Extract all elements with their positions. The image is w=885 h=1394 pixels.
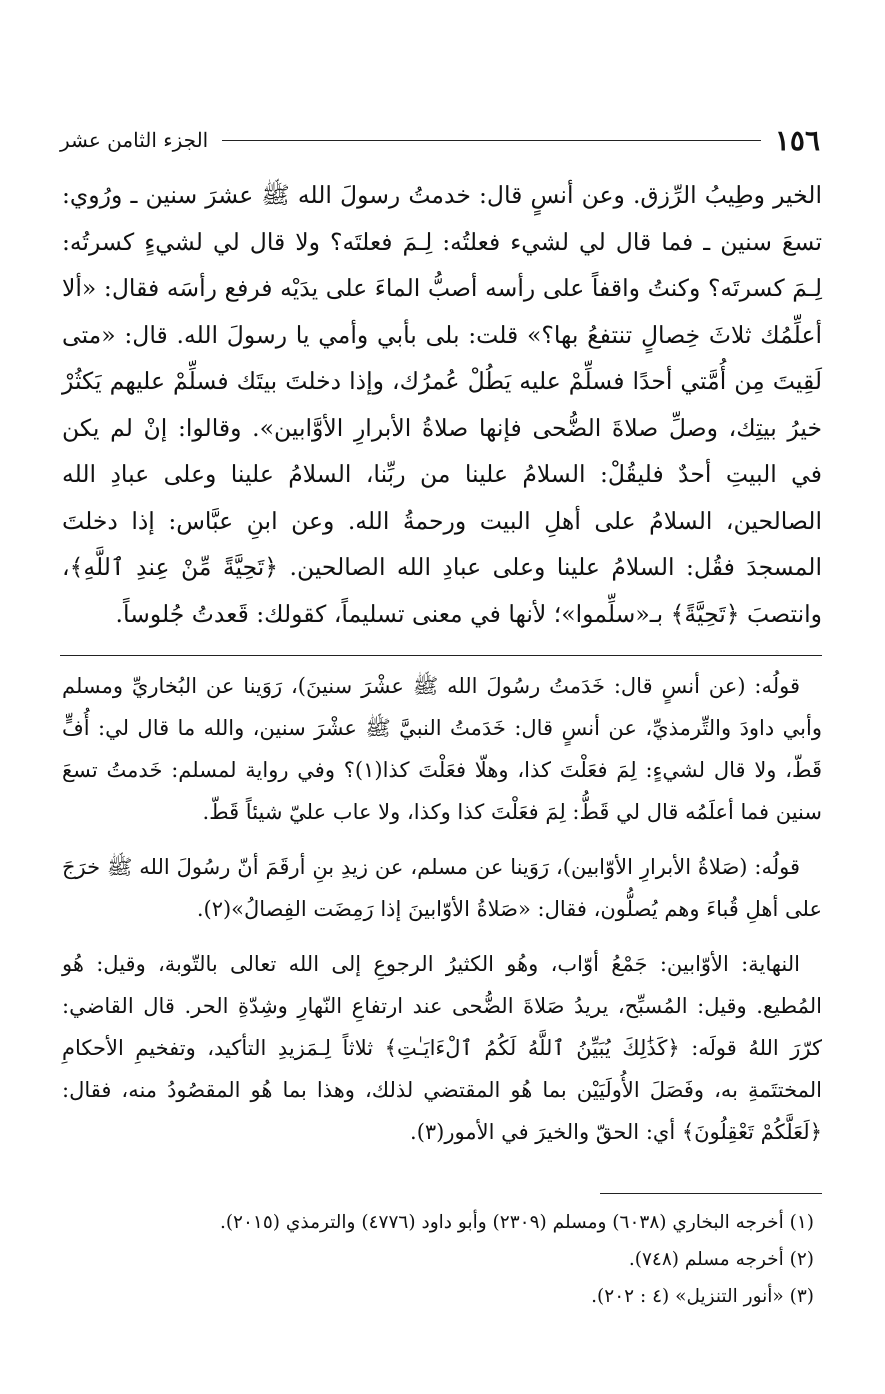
page-number: ١٥٦ [774, 123, 820, 157]
commentary [62, 665, 822, 1166]
commentary-separator [60, 655, 822, 656]
footnote: (٣) «أنور التنزيل» (٤ : ٢٠٢). [591, 1286, 814, 1307]
running-title: الجزء الثامن عشر [60, 128, 209, 152]
footnote: (٢) أخرجه مسلم (٧٤٨). [628, 1249, 814, 1270]
commentary-paragraph: النهاية: الأوّابين: جَمْعُ أوّاب، وهُو الكثيرُ الرجوعِ إلى الله تعالى بالتّوبة، وقيل: هُو المُطيع. وقيل: المُسبِّح، يريدُ صَلاةَ الضُّحى عند ارتفاعِ النّهارِ وشِدّةِ الحر. قال القاضي: كرّرَ اللهُ قولَه: ﴿كَذَٰلِكَ يُبَيِّنُ ٱللَّهُ لَكُمُ ٱلْءَايَـٰتِ﴾ ثلاثاً لِـمَزيدِ التأكيد، وتفخيمِ الأحكامِ المختتَمةِ به، وفَصَلَ الأُولَيَيْن بما هُو المقتضي لذلك، وهذا بما هُو المقصُودُ منه، فقال: ﴿لَعَلَّكُمْ تَعْقِلُونَ﴾ أي: الحقّ والخيرَ في الأمور(٣). [62, 952, 822, 1144]
footnotes [62, 1204, 822, 1315]
footnote-rule [600, 1193, 822, 1194]
page-header [60, 120, 820, 160]
footnote: (١) أخرجه البخاري (٦٠٣٨) ومسلم (٢٣٠٩) وأبو داود (٤٧٧٦) والترمذي (٢٠١٥). [219, 1212, 814, 1233]
header-rule [222, 140, 761, 141]
commentary-paragraph: قولُه: (صَلاةُ الأبرارِ الأوّابين)، رَوَينا عن مسلم، عن زيدِ بنِ أرقَمَ أنّ رسُولَ الله ﷺ خرَجَ على أهلِ قُباءَ وهم يُصلُّون، فقال: «صَلاةُ الأوّابينَ إذا رَمِضَت الفِصالُ»(٢). [62, 855, 822, 921]
commentary-paragraph: قولُه: (عن أنسٍ قال: خَدَمتُ رسُولَ الله ﷺ عشْرَ سنينَ)، رَوَينا عن البُخاريِّ ومسلم وأبي داودَ والتِّرمذيِّ، عن أنسٍ قال: خَدَمتُ النبيَّ ﷺ عشْرَ سنين، والله ما قال لي: أُفٍّ قَطّ، ولا قال لشيءٍ: لِمَ فعَلْتَ كذا، وهلّا فعَلْتَ كذا(١)؟ وفي رواية لمسلم: خَدمتُ تسعَ سنين فما أعلَمُه قال لي قَطُّ: لِمَ فعَلْتَ كذا وكذا، ولا عاب عليّ شيئاً قَطّ. [62, 674, 822, 824]
main-text: الخير وطِيبُ الرِّزق. وعن أنسٍ قال: خدمتُ رسولَ الله ﷺ عشرَ سنين ـ ورُوي: تسعَ سنين ـ فما قال لي لشيء فعلتُه: لِـمَ فعلتَه؟ ولا قال لي لشيءٍ كسرتُه: لِـمَ كسرتَه؟ وكنتُ واقفاً على رأسه أصبُّ الماءَ على يدَيْه فرفع رأسَه فقال: «ألا أعلِّمُك ثلاثَ خِصالٍ تنتفعُ بها؟» قلت: بلى بأبي وأمي يا رسولَ الله. قال: «متى لَقِيتَ مِن أُمَّتي أحدًا فسلِّمْ عليه يَطُلْ عُمرُك، وإذا دخلتَ بيتَك فسلِّمْ عليهم يَكثُرْ خيرُ بيتِك، وصلِّ صلاةَ الضُّحى فإنها صلاةُ الأبرارِ الأوَّابين». وقالوا: إنْ لم يكن في البيتِ أحدٌ فليقُلْ: السلامُ علينا من ربِّنا، السلامُ علينا وعلى عبادِ الله الصالحين، السلامُ على أهلِ البيت ورحمةُ الله. وعن ابنِ عبَّاس: إذا دخلتَ المسجدَ فقُل: السلامُ علينا وعلى عبادِ الله الصالحين. ﴿تَحِيَّةً مِّنْ عِندِ ٱللَّهِ﴾، وانتصبَ ﴿تَحِيَّةً﴾ بـ«سلِّموا»؛ لأنها في معنى تسليماً، كقولك: قَعدتُ جُلوساً. [62, 181, 822, 628]
